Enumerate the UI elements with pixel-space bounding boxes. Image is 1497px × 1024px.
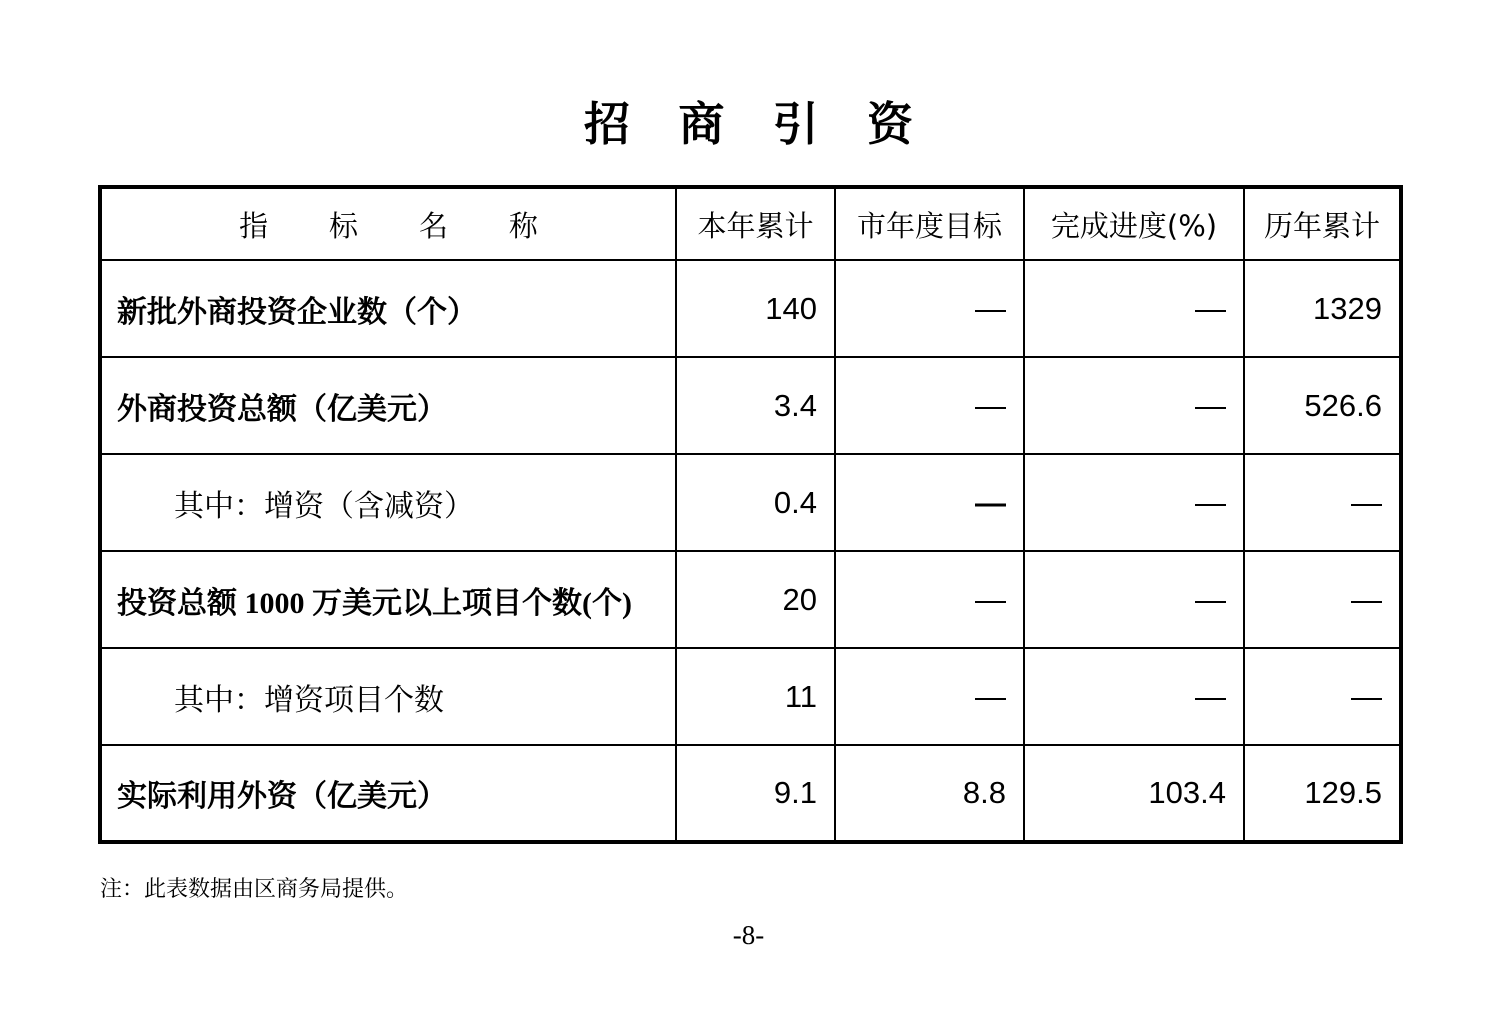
row-label: 新批外商投资企业数（个） — [100, 260, 676, 357]
table-cell: — — [1024, 551, 1244, 648]
header-historical-total: 历年累计 — [1244, 187, 1401, 260]
table-row — [100, 745, 1401, 842]
header-city-annual-target: 市年度目标 — [835, 187, 1024, 260]
table-cell: 103.4 — [1024, 745, 1244, 842]
table-cell: — — [1244, 454, 1401, 551]
table-cell: 140 — [676, 260, 835, 357]
table-header-row — [100, 187, 1401, 260]
page-title: 招商引资 — [584, 97, 962, 151]
table-cell: 20 — [676, 551, 835, 648]
header-current-year-total: 本年累计 — [676, 187, 835, 260]
table-cell: — — [1244, 551, 1401, 648]
table-cell: — — [835, 551, 1024, 648]
table-cell: — — [835, 260, 1024, 357]
row-label: 投资总额 1000 万美元以上项目个数(个) — [100, 551, 676, 648]
table-cell: — — [1024, 260, 1244, 357]
investment-statistics-table — [98, 185, 1403, 844]
table-cell: — — [835, 357, 1024, 454]
row-label: 外商投资总额（亿美元） — [100, 357, 676, 454]
table-row — [100, 357, 1401, 454]
page-number: -8- — [732, 920, 765, 950]
table-cell: — — [1024, 648, 1244, 745]
table-row — [100, 551, 1401, 648]
table-cell: 11 — [676, 648, 835, 745]
table-cell: 8.8 — [835, 745, 1024, 842]
table-footnote: 注：此表数据由区商务局提供。 — [100, 876, 409, 901]
table-cell: — — [835, 648, 1024, 745]
table-cell: — — [1244, 648, 1401, 745]
row-label: 实际利用外资（亿美元） — [100, 745, 676, 842]
table-row — [100, 260, 1401, 357]
table-cell: 129.5 — [1244, 745, 1401, 842]
row-label: 其中：增资项目个数 — [100, 648, 676, 745]
table-row — [100, 648, 1401, 745]
table-cell: 9.1 — [676, 745, 835, 842]
table-cell: 526.6 — [1244, 357, 1401, 454]
header-completion-progress: 完成进度(%) — [1024, 187, 1244, 260]
table-cell: — — [1024, 454, 1244, 551]
table-cell: — — [835, 454, 1024, 551]
table-cell: 1329 — [1244, 260, 1401, 357]
table-row — [100, 454, 1401, 551]
header-indicator-name: 指标名称 — [100, 187, 676, 260]
table-cell: — — [1024, 357, 1244, 454]
table-cell: 0.4 — [676, 454, 835, 551]
table-cell: 3.4 — [676, 357, 835, 454]
row-label: 其中：增资（含减资） — [100, 454, 676, 551]
